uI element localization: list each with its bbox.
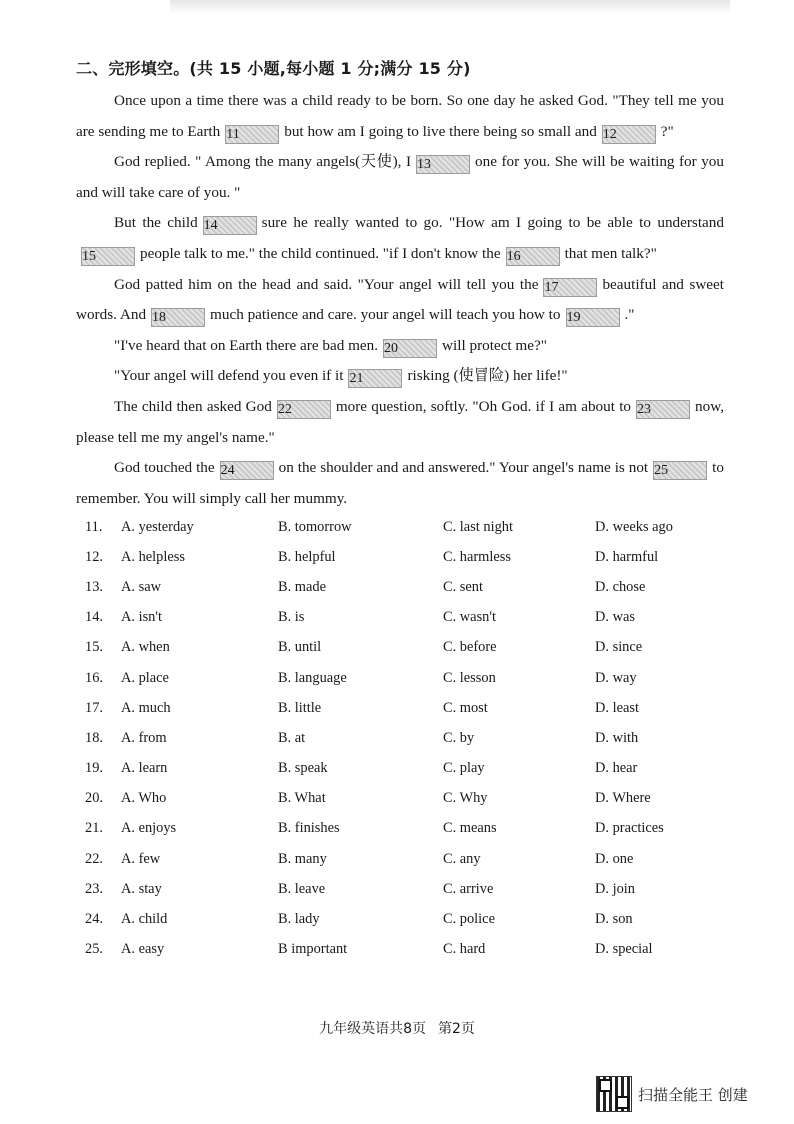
option-d: D. Where	[595, 790, 651, 807]
option-c: C. any	[443, 850, 481, 867]
option-a: A. few	[121, 850, 161, 867]
option-c: C. most	[443, 699, 488, 716]
blank-14: 14	[203, 216, 257, 235]
option-c: C. last night	[443, 518, 513, 535]
question-row-17	[85, 693, 745, 723]
option-b: B. leave	[278, 880, 326, 897]
passage-paragraph-5: "I've heard that on Earth there are bad men. 20 will protect me?"	[114, 336, 547, 356]
scan-edge-shadow	[170, 0, 730, 14]
question-row-12	[85, 542, 745, 572]
blank-21: 21	[348, 369, 402, 388]
option-b: B. helpful	[278, 548, 336, 565]
option-d: D. was	[595, 609, 635, 626]
option-c: C. police	[443, 911, 495, 928]
option-c: C. hard	[443, 941, 486, 958]
option-d: D. way	[595, 669, 637, 686]
question-number: 12.	[85, 548, 103, 565]
option-a: A. when	[121, 639, 170, 656]
qr-code-icon	[596, 1076, 632, 1112]
blank-22: 22	[277, 400, 331, 419]
option-b: B. little	[278, 699, 322, 716]
blank-18: 18	[151, 308, 205, 327]
cloze-passage	[76, 86, 724, 514]
option-a: A. place	[121, 669, 169, 686]
page-number: 第2页	[438, 1021, 475, 1037]
question-row-19	[85, 754, 745, 784]
option-b: B. lady	[278, 911, 320, 928]
question-row-11	[85, 512, 745, 542]
blank-15: 15	[81, 247, 135, 266]
option-c: C. arrive	[443, 880, 494, 897]
option-d: D. weeks ago	[595, 518, 673, 535]
section-title: 二、完形填空。(共 15 小题,每小题 1 分;满分 15 分)	[76, 59, 471, 78]
option-a: A. child	[121, 911, 168, 928]
passage-paragraph-2: God replied. " Among the many angels(天使), I 13 one for you. She will be waiting for you and will take care of you. "	[76, 153, 724, 201]
option-b: B. many	[278, 850, 327, 867]
option-d: D. one	[595, 850, 634, 867]
passage-paragraph-6: "Your angel will defend you even if it 21 risking (使冒险) her life!"	[114, 367, 568, 387]
option-a: A. enjoys	[121, 820, 177, 837]
option-d: D. special	[595, 941, 653, 958]
question-number: 20.	[85, 790, 103, 807]
option-c: C. means	[443, 820, 497, 837]
option-d: D. since	[595, 639, 643, 656]
option-d: D. least	[595, 699, 639, 716]
question-row-23	[85, 874, 745, 904]
blank-13: 13	[416, 155, 470, 174]
question-number: 13.	[85, 578, 103, 595]
option-a: A. Who	[121, 790, 167, 807]
blank-11: 11	[225, 125, 279, 144]
option-c: C. wasn't	[443, 609, 496, 626]
option-a: A. much	[121, 699, 171, 716]
option-b: B. until	[278, 639, 322, 656]
option-c: C. play	[443, 760, 485, 777]
option-c: C. harmless	[443, 548, 511, 565]
option-a: A. from	[121, 729, 167, 746]
question-row-16	[85, 663, 745, 693]
option-d: D. chose	[595, 578, 646, 595]
question-number: 25.	[85, 941, 103, 958]
page-footer	[0, 1018, 794, 1038]
option-d: D. son	[595, 911, 633, 928]
question-number: 22.	[85, 850, 103, 867]
option-a: A. helpless	[121, 548, 185, 565]
question-number: 24.	[85, 911, 103, 928]
option-a: A. saw	[121, 578, 161, 595]
question-number: 23.	[85, 880, 103, 897]
question-row-20	[85, 784, 745, 814]
question-row-18	[85, 723, 745, 753]
option-b: B. What	[278, 790, 326, 807]
question-row-21	[85, 814, 745, 844]
option-d: D. with	[595, 729, 639, 746]
option-b: B. finishes	[278, 820, 340, 837]
passage-paragraph-4: God patted him on the head and said. "Your angel will tell you the 17 beautiful and sweet words. And 18 much patience and care. your angel will teach you how to 19 ."	[76, 275, 724, 326]
blank-20: 20	[383, 339, 437, 358]
option-b: B. made	[278, 578, 326, 595]
option-a: A. yesterday	[121, 518, 194, 535]
answer-options	[85, 512, 745, 965]
option-c: C. by	[443, 729, 475, 746]
passage-paragraph-3: But the child 14 sure he really wanted to go. "How am I going to be able to understand15 people talk to me." the child continued. "if I don't know the 16 that men talk?"	[82, 214, 724, 264]
question-row-22	[85, 844, 745, 874]
question-number: 18.	[85, 729, 103, 746]
option-d: D. hear	[595, 760, 638, 777]
option-b: B. tomorrow	[278, 518, 352, 535]
blank-16: 16	[506, 247, 560, 266]
blank-23: 23	[636, 400, 690, 419]
option-a: A. learn	[121, 760, 168, 777]
scanner-watermark	[596, 1076, 748, 1112]
blank-17: 17	[543, 278, 597, 297]
question-row-13	[85, 572, 745, 602]
total-pages-label: 九年级英语共8页	[319, 1021, 426, 1037]
option-a: A. easy	[121, 941, 165, 958]
question-row-14	[85, 603, 745, 633]
option-c: C. before	[443, 639, 497, 656]
blank-12: 12	[602, 125, 656, 144]
blank-25: 25	[653, 461, 707, 480]
question-number: 19.	[85, 760, 103, 777]
question-number: 15.	[85, 639, 103, 656]
option-b: B. is	[278, 609, 305, 626]
option-b: B. speak	[278, 760, 328, 777]
passage-paragraph-1: Once upon a time there was a child ready to be born. So one day he asked God. "They tell me you are sending me to Earth 11 but how am I going to live there being so small and 12 ?"	[76, 92, 724, 142]
question-row-15	[85, 633, 745, 663]
question-number: 16.	[85, 669, 103, 686]
option-a: A. stay	[121, 880, 162, 897]
question-number: 14.	[85, 609, 103, 626]
option-c: C. lesson	[443, 669, 496, 686]
option-d: D. practices	[595, 820, 664, 837]
option-a: A. isn't	[121, 609, 162, 626]
passage-paragraph-7: The child then asked God 22 more question, softly. "Oh God. if I am about to 23 now, please tell me my angel's name."	[76, 397, 724, 446]
option-d: D. harmful	[595, 548, 659, 565]
passage-paragraph-8: God touched the 24 on the shoulder and and answered." Your angel's name is not 25 to remember. You will simply call her mummy.	[76, 459, 724, 507]
question-row-25	[85, 935, 745, 965]
option-b: B. language	[278, 669, 347, 686]
question-number: 11.	[85, 518, 103, 535]
option-c: C. Why	[443, 790, 488, 807]
option-d: D. join	[595, 880, 635, 897]
option-b: B. at	[278, 729, 306, 746]
question-number: 17.	[85, 699, 103, 716]
option-b: B important	[278, 941, 348, 958]
blank-19: 19	[566, 308, 620, 327]
question-number: 21.	[85, 820, 103, 837]
scanner-label: 扫描全能王 创建	[638, 1085, 748, 1104]
blank-24: 24	[220, 461, 274, 480]
question-row-24	[85, 904, 745, 934]
option-c: C. sent	[443, 578, 483, 595]
